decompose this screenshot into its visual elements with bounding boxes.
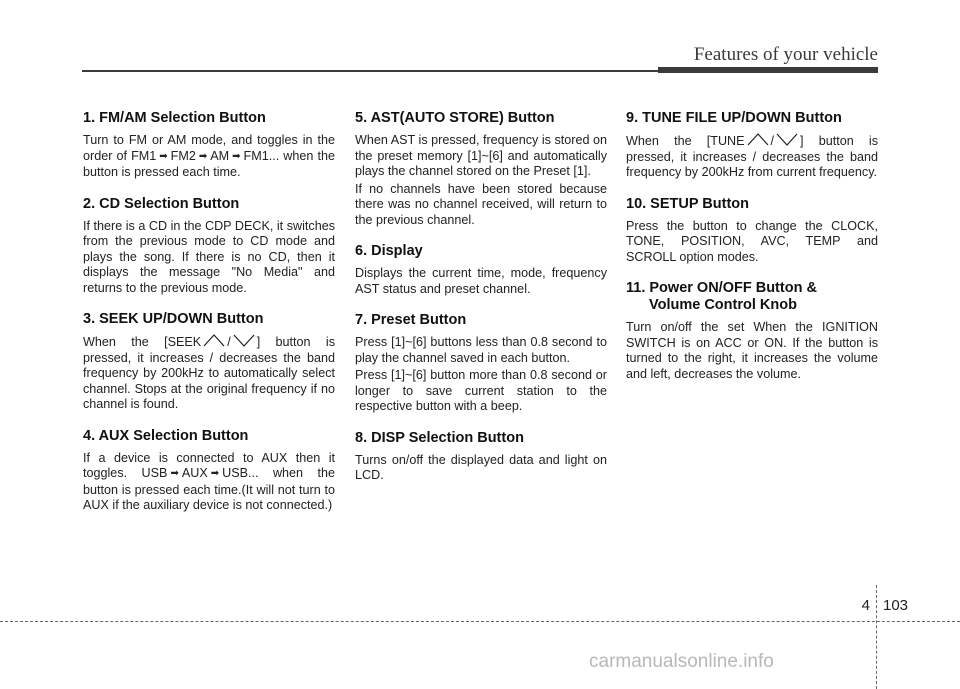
down-icon [233, 334, 255, 347]
text-post: when the button is pressed each time. [83, 148, 335, 179]
text-pre: If a device is connected to AUX then it toggles. [83, 450, 335, 480]
section-title: 6. Display [355, 243, 423, 259]
section-display [355, 243, 607, 297]
text-pre: When the [TUNE [626, 134, 745, 148]
section-disp [355, 430, 607, 484]
section-text [626, 133, 878, 181]
section-title: 8. DISP Selection Button [355, 429, 524, 446]
section-title: 1. FM/AM Selection Button [83, 110, 266, 126]
section-text: If no channels have been stored because there was no channel received, will return to the previous channel. [355, 181, 607, 227]
up-icon [203, 334, 225, 347]
section-title: 3. SEEK UP/DOWN Button [83, 311, 264, 327]
up-icon [747, 133, 769, 146]
arrow-right-icon: ➡ [170, 468, 179, 479]
seq-item: FM2 [170, 148, 196, 163]
watermark: carmanualsonline.info [589, 651, 774, 672]
header-rule-accent [658, 67, 878, 73]
seq-item: AUX [181, 466, 208, 480]
column-3 [626, 110, 878, 397]
text-pre: When the [SEEK [83, 335, 202, 349]
seq-item: AM [210, 148, 230, 163]
section-title: 2. CD Selection Button [83, 195, 240, 212]
section-number: 4 [861, 597, 870, 614]
section-text: Turn on/off the set When the IGNITION SWITCH is on ACC or ON. If the button is turned to the right, it increases the volume and left, decreases the volume. [626, 320, 878, 381]
section-text: Press the button to change the CLOCK, TONE, POSITION, AVC, TEMP and SCROLL option modes. [626, 218, 878, 264]
section-text: Turns on/off the displayed data and light on LCD. [355, 452, 607, 482]
seq-item: FM1... [243, 148, 280, 163]
section-text: Press [1]~[6] buttons less than 0.8 second to play the channel saved in each button. [355, 335, 607, 365]
text-post: ] button is pressed, it increases / decreases the band frequency by 200kHz to automatically select channel. Stops at the original frequency if no channel is found. [83, 335, 335, 411]
section-title: 10. SETUP Button [626, 195, 749, 212]
section-title-line1: 11. Power ON/OFF Button & [626, 280, 817, 296]
section-aux [83, 428, 335, 514]
down-icon [776, 133, 798, 146]
section-title-line2: Volume Control Knob [649, 297, 797, 313]
section-tune [626, 110, 878, 181]
section-text [83, 451, 335, 514]
footer-divider [876, 585, 877, 689]
section-fm-am [83, 110, 335, 181]
section-power-volume [626, 280, 878, 382]
section-text: If there is a CD in the CDP DECK, it switches from the previous mode to CD mode and plays the song. If there is no CD, then it displays the message "No Media" and returns to the previous mode. [83, 218, 335, 295]
section-seek [83, 311, 335, 413]
mode-sequence [131, 149, 279, 163]
section-title: 5. AST(AUTO STORE) Button [355, 110, 555, 126]
section-preset [355, 312, 607, 415]
header-title: Features of your vehicle [693, 44, 878, 65]
section-title [626, 280, 878, 314]
section-setup [626, 196, 878, 266]
arrow-right-icon: ➡ [232, 150, 241, 162]
section-cd [83, 196, 335, 297]
slash: / [227, 335, 231, 349]
section-ast [355, 110, 607, 228]
section-text [83, 133, 335, 181]
mode-sequence [142, 466, 259, 480]
section-text: Displays the current time, mode, frequency AST status and preset channel. [355, 266, 607, 296]
column-1 [83, 110, 335, 529]
seq-item: USB... [222, 466, 259, 480]
column-2 [355, 110, 607, 499]
arrow-right-icon: ➡ [210, 468, 220, 479]
slash: / [770, 134, 775, 148]
seq-item: USB [141, 466, 168, 480]
text-pre: Turn to FM or AM mode, and toggles in the order of [83, 133, 335, 163]
page-number: 103 [883, 597, 909, 614]
text-post: ] button is pressed, it increases / decreases the band frequency by 200kHz from current frequency. [626, 134, 879, 179]
text-post: when the button is pressed each time.(It will not turn to AUX if the auxiliary device is not connected.) [83, 466, 335, 512]
section-text: Press [1]~[6] button more than 0.8 second or longer to save current station to the respective button with a beep. [355, 368, 607, 413]
seq-item: FM1 [131, 148, 157, 163]
section-title: 7. Preset Button [355, 312, 467, 328]
section-text [83, 334, 335, 413]
arrow-right-icon: ➡ [198, 150, 208, 162]
arrow-right-icon: ➡ [159, 150, 168, 162]
section-title: 4. AUX Selection Button [83, 427, 249, 444]
section-text: When AST is pressed, frequency is stored on the preset memory [1]~[6] and automatically plays the channel stored on the Preset [1]. [355, 133, 607, 178]
section-title: 9. TUNE FILE UP/DOWN Button [626, 110, 842, 126]
footer-rule [0, 621, 960, 622]
